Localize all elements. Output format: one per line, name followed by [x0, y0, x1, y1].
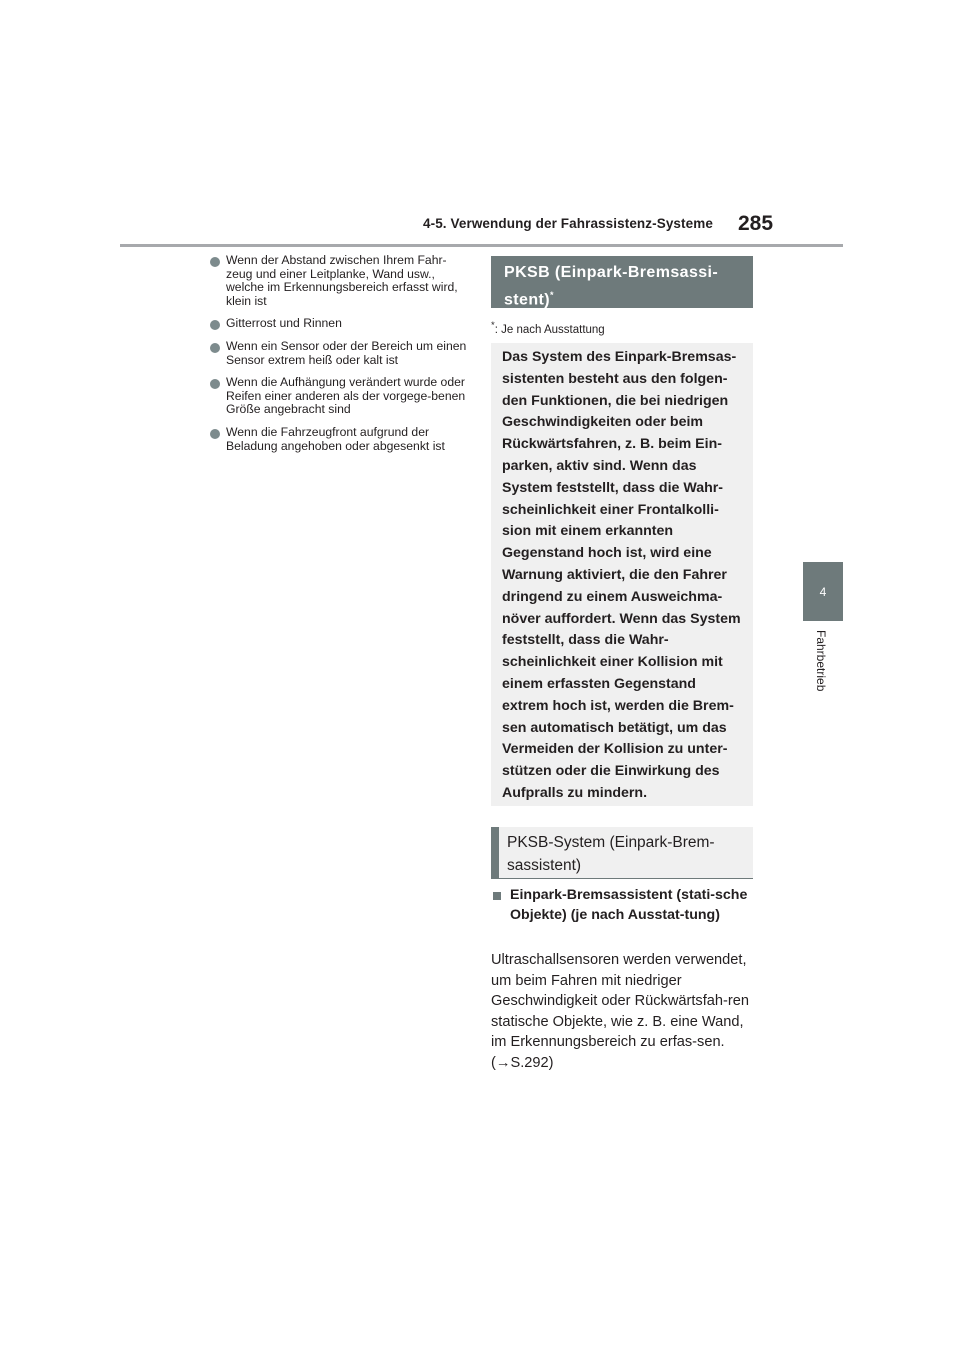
bullet-item [210, 426, 472, 453]
subsection-title-bar [491, 827, 753, 879]
bullet-text: Wenn der Abstand zwischen Ihrem Fahr-zeug und einer Leitplanke, Wand usw., welche im Erkennungsbereich erfasst wird, klein ist [226, 253, 458, 308]
footnote-marker: * [549, 290, 554, 300]
header-divider [120, 244, 843, 247]
body-paragraph: Ultraschallsensoren werden verwendet, um beim Fahren mit niedriger Geschwindigkeit oder Rückwärtsfah-ren statische Objekte, wie z. B. eine Wand, im Erkennungsbereich zu erfas-sen. (→S.292) [491, 952, 749, 1071]
bullet-dot-icon [210, 257, 220, 267]
bullet-item [210, 254, 472, 308]
footnote-text: : Je nach Ausstattung [494, 323, 605, 336]
bullet-dot-icon [210, 320, 220, 330]
page-number: 285 [738, 212, 774, 235]
bullet-item [210, 317, 472, 331]
bullet-dot-icon [210, 379, 220, 389]
section-title: PKSB (Einpark-Bremsassi-stent) [504, 264, 719, 309]
intro-box [491, 343, 753, 806]
square-bullet-icon [493, 892, 501, 900]
bullet-item [210, 340, 472, 367]
section-header-title: 4-5. Verwendung der Fahrassistenz-Systeme [423, 216, 713, 231]
chapter-tab [803, 562, 843, 621]
subheading [491, 886, 753, 925]
bullet-text: Wenn ein Sensor oder der Bereich um einen Sensor extrem heiß oder kalt ist [226, 338, 467, 367]
bullet-text: Wenn die Fahrzeugfront aufgrund der Beladung angehoben oder abgesenkt ist [226, 424, 445, 453]
bullet-item [210, 376, 472, 417]
bullet-text: Gitterrost und Rinnen [226, 316, 342, 331]
chapter-label: Fahrbetrieb [814, 630, 828, 692]
subsection-title: PKSB-System (Einpark-Brem-sassistent) [507, 834, 715, 874]
bullet-dot-icon [210, 343, 220, 353]
section-title-bar [491, 256, 753, 308]
subheading-text: Einpark-Bremsassistent (stati-sche Objekte) (je nach Ausstat-tung) [510, 887, 748, 923]
bullet-text: Wenn die Aufhängung verändert wurde oder Reifen einer anderen als der vorgege-benen Größe angebracht sind [226, 375, 466, 417]
chapter-number: 4 [819, 584, 827, 599]
bullet-dot-icon [210, 429, 220, 439]
footnote-marker: * [491, 320, 495, 331]
left-column [210, 254, 472, 462]
intro-text: Das System des Einpark-Bremsas-sistenten besteht aus den folgen-den Funktionen, die bei niedrigen Geschwindigkeiten oder beim Rückwärtsfahren, z. B. beim Ein-parken, aktiv sind. Wenn das System feststellt, dass die Wahr-scheinlichkeit einer Frontalkolli-sion mit einem erkannten Gegenstand hoch ist, wird eine Warnung aktiviert, die den Fahrer dringend zu einem Ausweichma-növer auffordert. Wenn das System feststellt, dass die Wahr-scheinlichkeit einer Kollision mit einem erfassten Gegenstand extrem hoch ist, werden die Brem-sen automatisch betätigt, um das Vermeiden der Kollision zu unter-stützen oder die Einwirkung des Aufpralls zu mindern. [502, 349, 741, 801]
footnote [491, 320, 753, 336]
